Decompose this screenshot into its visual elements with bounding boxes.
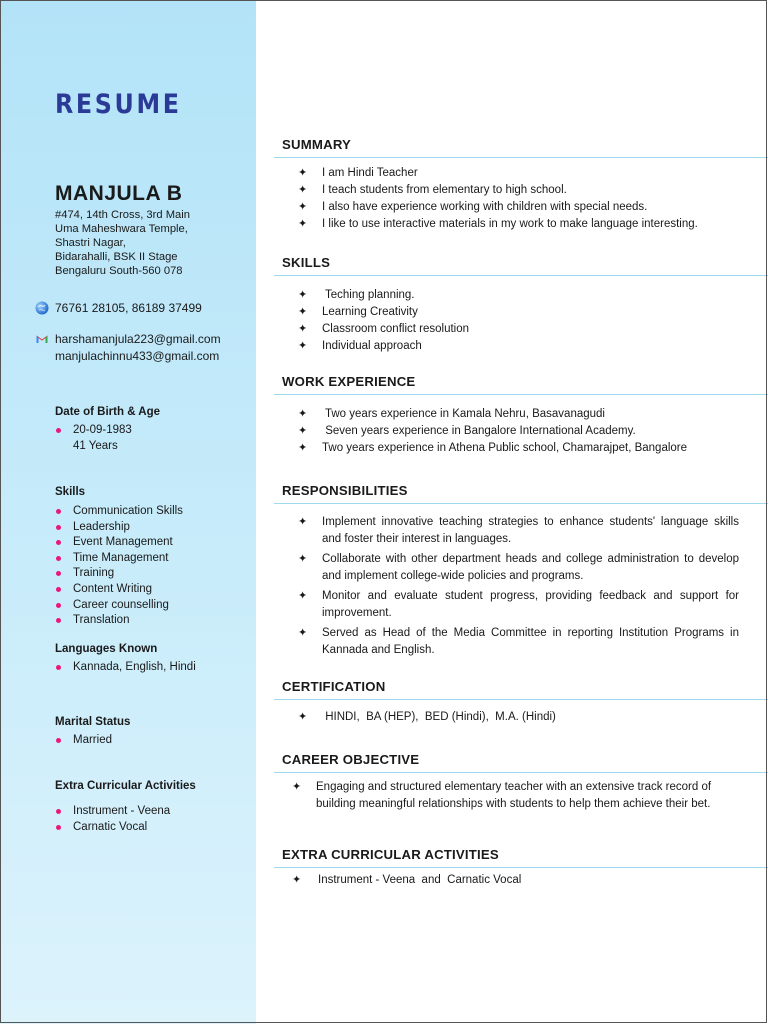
list-item: ✦ Two years experience in Kamala Nehru, Basavanagudi [298,406,758,423]
sidebar [0,0,256,1024]
dob-list [55,423,250,454]
address-line: Uma Maheshwara Temple, [55,223,188,235]
four-point-star-icon: ✦ [298,323,308,335]
list-item: ✦ Collaborate with other department heads and college administration to develop and implement college-wide policies and programs. [298,553,739,582]
extra-side-list [55,804,250,835]
responsibilities-heading: RESPONSIBILITIES [282,483,408,498]
list-item: Leadership [55,520,250,536]
section-divider [274,867,768,868]
list-item: ✦ I am Hindi Teacher [298,165,758,182]
four-point-star-icon: ✦ [298,590,308,602]
certification-list [298,709,758,726]
summary-list [298,165,758,233]
address-line: #474, 14th Cross, 3rd Main [55,209,190,221]
four-point-star-icon: ✦ [298,442,308,454]
email-link[interactable]: manjulachinnu433@gmail.com [55,349,220,363]
list-item: Married [55,733,250,749]
four-point-star-icon: ✦ [298,289,308,301]
four-point-star-icon: ✦ [298,516,308,528]
section-divider [274,699,768,700]
dob-section [55,406,250,454]
list-item: ✦ Served as Head of the Media Committee in reporting Institution Programs in Kannada and English. [298,627,739,656]
list-item: Kannada, English, Hindi [55,660,250,676]
list-item: ✦ HINDI, BA (HEP), BED (Hindi), M.A. (Hindi) [298,709,758,726]
list-item: ✦ I like to use interactive materials in my work to make language interesting. [298,216,758,233]
responsibilities-list [298,514,739,659]
phone-row [35,300,202,317]
skills-side-section [55,486,250,629]
list-item: Event Management [55,535,250,551]
address-line: Bengaluru South-560 078 [55,265,183,277]
extra-list [292,872,752,889]
four-point-star-icon: ✦ [298,553,308,565]
list-item: ✦ Classroom conflict resolution [298,321,758,338]
certification-heading: CERTIFICATION [282,679,386,694]
marital-heading: Marital Status [55,716,131,728]
four-point-star-icon: ✦ [292,874,302,886]
dob-heading: Date of Birth & Age [55,406,160,418]
extra-side-heading: Extra Curricular Activities [55,780,196,792]
gmail-icon [35,332,49,346]
list-item: ✦ I also have experience working with children with special needs. [298,199,758,216]
dob-date: 20-09-1983 [55,423,250,439]
skills-side-list [55,504,250,629]
extra-heading: EXTRA CURRICULAR ACTIVITIES [282,847,499,862]
four-point-star-icon: ✦ [298,711,308,723]
main-content [274,0,768,1024]
list-item: ✦ Learning Creativity [298,304,758,321]
globe-phone-icon [35,301,49,315]
list-item: ✦ Implement innovative teaching strategies to enhance students' language skills and foster their interest in languages. [298,516,739,545]
list-item: ✦ Engaging and structured elementary teacher with an extensive track record of building meaningful relationships with students to help them achieve their bet. [292,781,712,810]
list-item: ✦ Individual approach [298,338,758,355]
skills-heading: SKILLS [282,255,331,270]
skills-side-heading: Skills [55,486,86,498]
objective-heading: CAREER OBJECTIVE [282,752,420,767]
section-divider [274,157,768,158]
four-point-star-icon: ✦ [298,306,308,318]
resume-title: RESUME [55,89,182,120]
marital-list [55,733,250,749]
list-item: Communication Skills [55,504,250,520]
dob-age: 41 Years [73,439,118,452]
languages-section [55,643,250,676]
section-divider [274,275,768,276]
four-point-star-icon: ✦ [298,340,308,352]
languages-list [55,660,250,676]
four-point-star-icon: ✦ [298,218,308,230]
list-item: ✦ Two years experience in Athena Public school, Chamarajpet, Bangalore [298,440,758,457]
objective-list [292,779,734,813]
list-item: ✦ Teching planning. [298,287,758,304]
section-divider [274,394,768,395]
address [55,208,250,278]
work-list [298,406,758,457]
list-item: Carnatic Vocal [55,820,250,836]
extra-side-section [55,780,250,835]
summary-heading: SUMMARY [282,137,352,152]
email-row [35,331,221,365]
work-heading: WORK EXPERIENCE [282,374,416,389]
list-item: ✦ Instrument - Veena and Carnatic Vocal [292,872,752,889]
four-point-star-icon: ✦ [298,627,308,639]
list-item: Career counselling [55,598,250,614]
four-point-star-icon: ✦ [298,184,308,196]
email-link[interactable]: harshamanjula223@gmail.com [55,332,221,346]
four-point-star-icon: ✦ [298,167,308,179]
phone-numbers: 76761 28105, 86189 37499 [55,301,202,315]
languages-heading: Languages Known [55,643,158,655]
four-point-star-icon: ✦ [298,201,308,213]
section-divider [274,503,768,504]
four-point-star-icon: ✦ [292,781,302,793]
section-divider [274,772,768,773]
list-item: ✦ I teach students from elementary to high school. [298,182,758,199]
four-point-star-icon: ✦ [298,425,308,437]
list-item: ✦ Seven years experience in Bangalore International Academy. [298,423,758,440]
marital-section [55,716,250,749]
address-line: Shastri Nagar, [55,237,126,249]
list-item: Time Management [55,551,250,567]
candidate-name: MANJULA B [55,182,183,205]
address-line: Bidarahalli, BSK II Stage [55,251,178,263]
list-item: Instrument - Veena [55,804,250,820]
list-item: Content Writing [55,582,250,598]
skills-list [298,287,758,355]
list-item: ✦ Monitor and evaluate student progress, providing feedback and support for improvement. [298,590,739,619]
list-item: Training [55,566,250,582]
four-point-star-icon: ✦ [298,408,308,420]
list-item: Translation [55,613,250,629]
